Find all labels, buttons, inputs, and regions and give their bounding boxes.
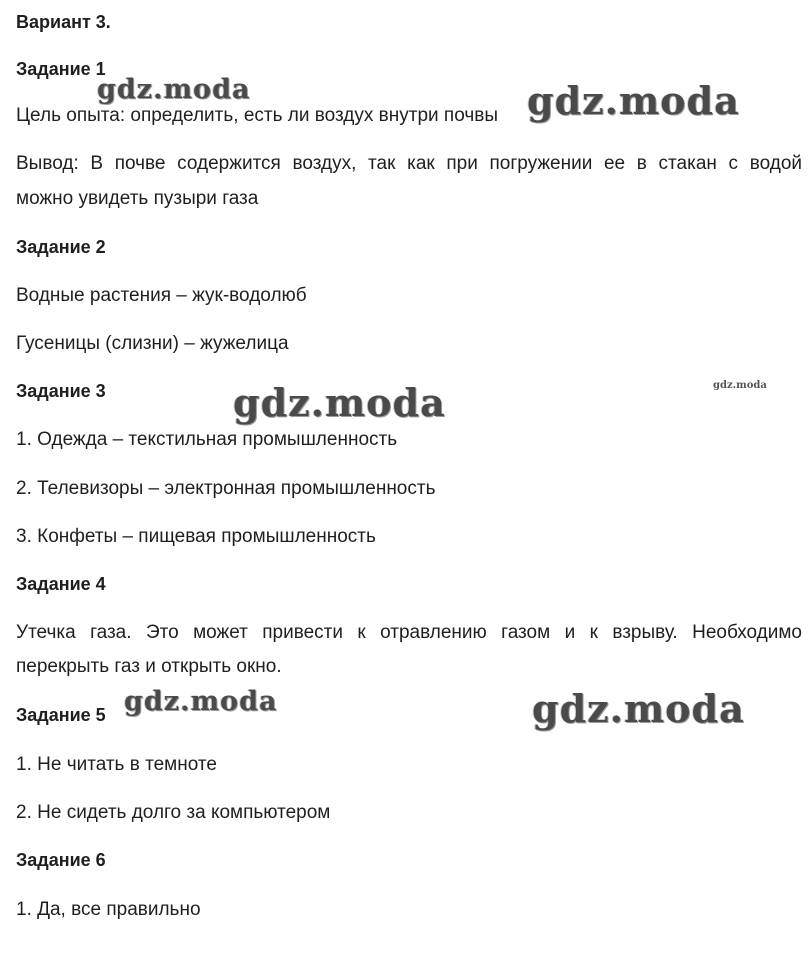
task-4-line-1: Утечка газа. Это может привести к отравлению газом и к взрыву. Необходимо — [16, 622, 802, 643]
task-5-heading: Задание 5 — [16, 705, 106, 725]
task-1-line-1: Цель опыта: определить, есть ли воздух внутри почвы — [16, 105, 498, 126]
task-1-line-2: Вывод: В почве содержится воздух, так как при погружении ее в стакан с водой — [16, 153, 802, 174]
task-2-line-2: Гусеницы (слизни) – жужелица — [16, 333, 289, 354]
task-1-line-3: можно увидеть пузыри газа — [16, 188, 259, 209]
variant-title: Вариант 3. — [16, 12, 111, 32]
watermark: gdz.moda — [124, 686, 278, 717]
watermark: gdz.moda — [233, 380, 446, 425]
task-3-heading: Задание 3 — [16, 381, 106, 401]
task-2-line-1: Водные растения – жук-водолюб — [16, 285, 307, 306]
task-1-heading: Задание 1 — [16, 59, 106, 79]
task-5-line-1: 1. Не читать в темноте — [16, 754, 217, 775]
task-4-heading: Задание 4 — [16, 574, 106, 594]
task-5-line-2: 2. Не сидеть долго за компьютером — [16, 802, 331, 823]
watermark: gdz.moda — [532, 686, 745, 731]
task-4-line-2: перекрыть газ и открыть окно. — [16, 656, 282, 677]
task-3-line-1: 1. Одежда – текстильная промышленность — [16, 429, 398, 450]
task-3-line-3: 3. Конфеты – пищевая промышленность — [16, 526, 376, 547]
watermark: gdz.moda — [713, 380, 767, 391]
task-6-heading: Задание 6 — [16, 850, 106, 870]
task-2-heading: Задание 2 — [16, 237, 106, 257]
watermark: gdz.moda — [527, 78, 740, 123]
watermark: gdz.moda — [97, 74, 251, 105]
task-3-line-2: 2. Телевизоры – электронная промышленность — [16, 478, 436, 499]
task-6-line-1: 1. Да, все правильно — [16, 899, 201, 920]
